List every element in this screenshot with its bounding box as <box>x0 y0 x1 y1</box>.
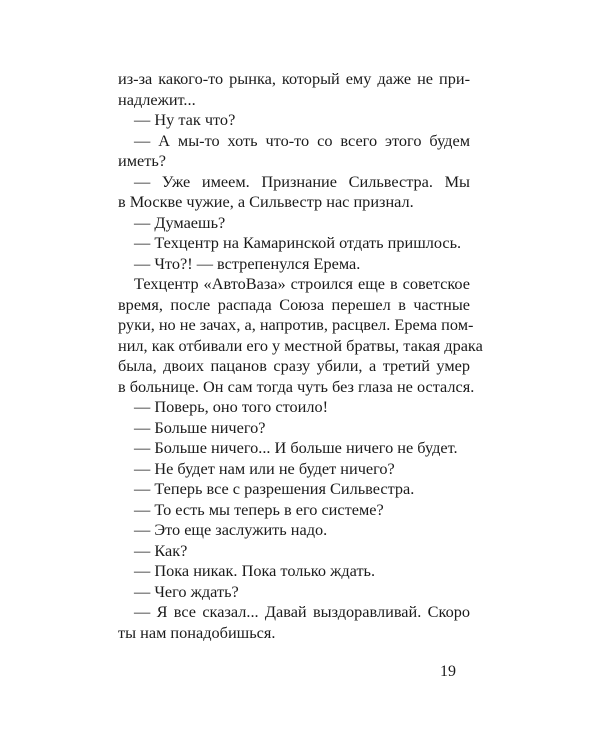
text-line: в Москве чужие, а Сильвестр нас признал. <box>118 192 414 211</box>
dialogue-line: — То есть мы теперь в его системе? <box>134 499 384 519</box>
dialogue-line: — Пока никак. Пока только ждать. <box>134 561 376 580</box>
dialogue-line: — А мы-то хоть что-то со всего этого будем <box>134 130 470 150</box>
text-line: из-за какого-то рынка, который ему даже не при- <box>118 69 470 88</box>
dialogue-line: — Поверь, оно того стоило! <box>134 397 329 416</box>
paragraph-line: руки, но не зачах, а, напротив, расцвел. Ерема пом- <box>118 315 474 334</box>
dialogue-line: — Больше ничего... И больше ничего не будет. <box>134 438 458 457</box>
dialogue-line: — Техцентр на Камаринской отдать пришлось. <box>134 233 462 252</box>
text-line: ты нам понадобишься. <box>118 622 276 642</box>
paragraph-line: была, двоих пацанов сразу убили, а третий умер <box>118 356 470 375</box>
dialogue-line: — Думаешь? <box>134 212 226 232</box>
dialogue-line: — Теперь все с разрешения Сильвестра. <box>134 479 415 498</box>
dialogue-line: — Я все сказал... Давай выздоравливай. Скоро <box>134 602 470 621</box>
book-page-text <box>118 69 483 643</box>
dialogue-line: — Что?! — встрепенулся Ерема. <box>134 253 361 273</box>
paragraph-line: Техцентр «АвтоВаза» строился еще в советское <box>134 274 470 293</box>
paragraph-line: время, после распада Союза перешел в частные <box>118 294 470 314</box>
dialogue-line: — Уже имеем. Признание Сильвестра. Мы <box>134 171 470 191</box>
dialogue-line: — Как? <box>134 540 188 560</box>
page-number: 19 <box>440 663 456 680</box>
dialogue-line: — Больше ничего? <box>134 417 266 437</box>
paragraph-line: нил, как отбивали его у местной братвы, такая драка <box>118 335 483 355</box>
text-line: надлежит... <box>118 89 196 109</box>
paragraph-line: в больнице. Он сам тогда чуть без глаза не остался. <box>118 376 475 396</box>
dialogue-line: — Это еще заслужить надо. <box>134 520 328 539</box>
dialogue-line: — Чего ждать? <box>134 581 239 601</box>
dialogue-line: — Ну так что? <box>134 110 236 129</box>
text-line: иметь? <box>118 151 167 170</box>
dialogue-line: — Не будет нам или не будет ничего? <box>134 458 395 478</box>
